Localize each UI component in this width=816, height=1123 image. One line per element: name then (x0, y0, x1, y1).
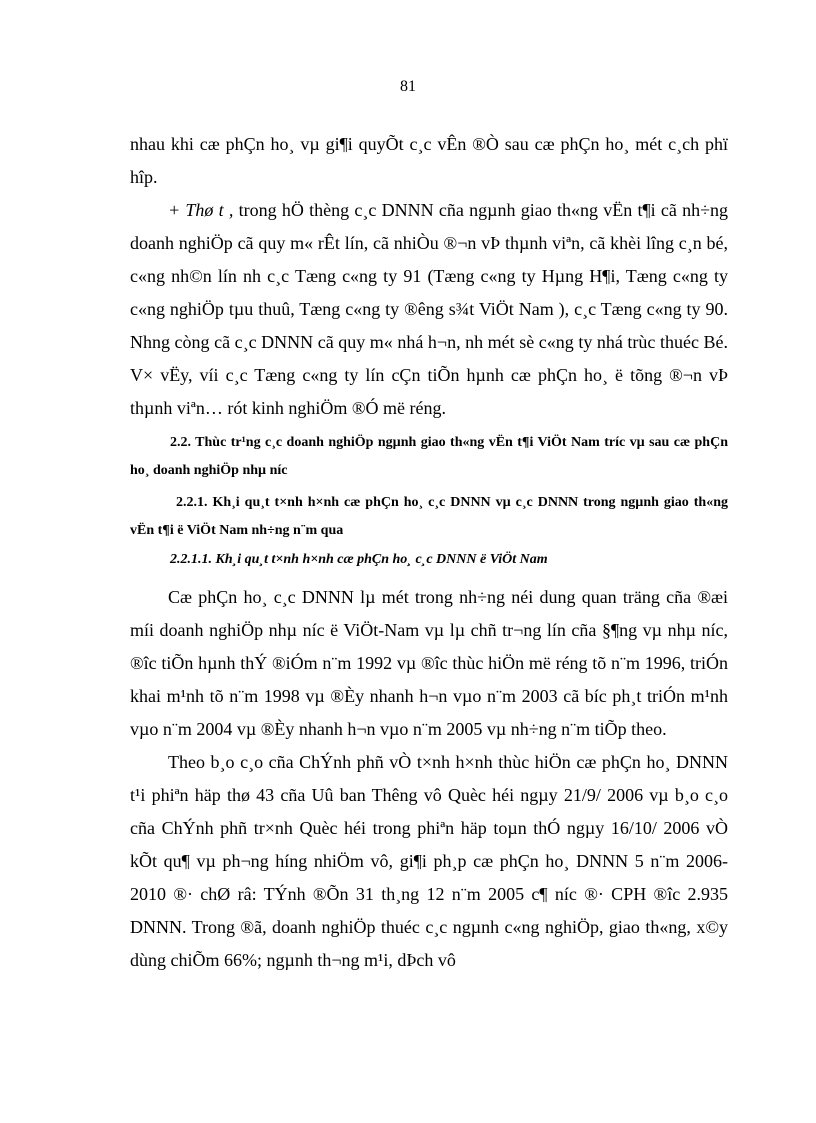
paragraph-fourth-point (130, 194, 728, 425)
section-heading-2-2-1-1: 2.2.1.1. Kh¸i qu¸t t×nh h×nh cæ phÇn ho¸ c¸c DNNN ë ViÖt Nam (170, 552, 548, 567)
page-number: 81 (400, 78, 416, 95)
section-heading-2-2-1: 2.2.1. Kh¸i qu¸t t×nh h×nh cæ phÇn ho¸ c¸c DNNN vµ c¸c DNNN trong ngµnh giao th«ng vËn t¶i ë ViÖt Nam nh÷ng n¨m qua (130, 495, 728, 538)
paragraph-equitization-overview: Cæ phÇn ho¸ c¸c DNNN lµ mét trong nh÷ng néi dung quan träng cña ®æi míi doanh nghiÖp nhµ níc ë ViÖt-Nam vµ lµ chñ tr¬ng lín cña §¶ng vµ nhµ níc, ®îc tiÕn hµnh thÝ ®iÓm n¨m 1992 vµ ®îc thùc hiÖn më réng tõ n¨m 1996, triÓn khai m¹nh tõ n¨m 1998 vµ ®Èy nhanh h¬n vµo n¨m 2003 cã bíc ph¸t triÓn m¹nh vµo n¨m 2004 vµ ®Èy nhanh h¬n vµo n¨m 2005 vµ nh÷ng n¨m tiÕp theo. (130, 587, 728, 739)
page-body (130, 128, 728, 977)
paragraph-continuation: nhau khi cæ phÇn ho¸ vµ gi¶i quyÕt c¸c vÊn ®Ò sau cæ phÇn ho¸ mét c¸ch phï hîp. (130, 134, 728, 187)
paragraph-lead-italic: + Thø t , (168, 200, 234, 220)
paragraph-government-report: Theo b¸o c¸o cña ChÝnh phñ vÒ t×nh h×nh thùc hiÖn cæ phÇn ho¸ DNNN t¹i phiªn häp thø 43 cña Uû ban Thêng vô Quèc héi ngµy 21/9/ 2006 vµ b¸o c¸o cña ChÝnh phñ tr×nh Quèc héi trong phiªn häp toµn thÓ ngµy 16/10/ 2006 vÒ kÕt qu¶ vµ ph¬ng híng nhiÖm vô, gi¶i ph¸p cæ phÇn ho¸ DNNN 5 n¨m 2006- 2010 ®· chØ râ: TÝnh ®Õn 31 th¸ng 12 n¨m 2005 c¶ níc ®· CPH ®îc 2.935 DNNN. Trong ®ã, doanh nghiÖp thuéc c¸c ngµnh c«ng nghiÖp, giao th«ng, x©y dùng chiÕm 66%; ngµnh th¬ng m¹i, dÞch vô (130, 752, 728, 970)
section-heading-2-2: 2.2. Thùc tr¹ng c¸c doanh nghiÖp ngµnh giao th«ng vËn t¶i ViÖt Nam tríc vµ sau cæ phÇn ho¸ doanh nghiÖp nhµ níc (130, 435, 728, 478)
paragraph-fourth-point-text: trong hÖ thèng c¸c DNNN cña ngµnh giao th«ng vËn t¶i cã nh÷ng doanh nghiÖp cã quy m« rÊt lín, cã nhiÒu ®¬n vÞ thµnh viªn, cã khèi lîng c¸n bé, c«ng nh©n lín nh c¸c Tæng c«ng ty 91 (Tæng c«ng ty Hµng H¶i, Tæng c«ng ty c«ng nghiÖp tµu thuû, Tæng c«ng ty ®êng s¾t ViÖt Nam ), c¸c Tæng c«ng ty 90. Nhng còng cã c¸c DNNN cã quy m« nhá h¬n, nh mét sè c«ng ty nhá trùc thuéc Bé. V× vËy, víi c¸c Tæng c«ng ty lín cÇn tiÕn hµnh cæ phÇn ho¸ ë tõng ®¬n vÞ thµnh viªn… rót kinh nghiÖm ®Ó më réng. (130, 200, 728, 418)
